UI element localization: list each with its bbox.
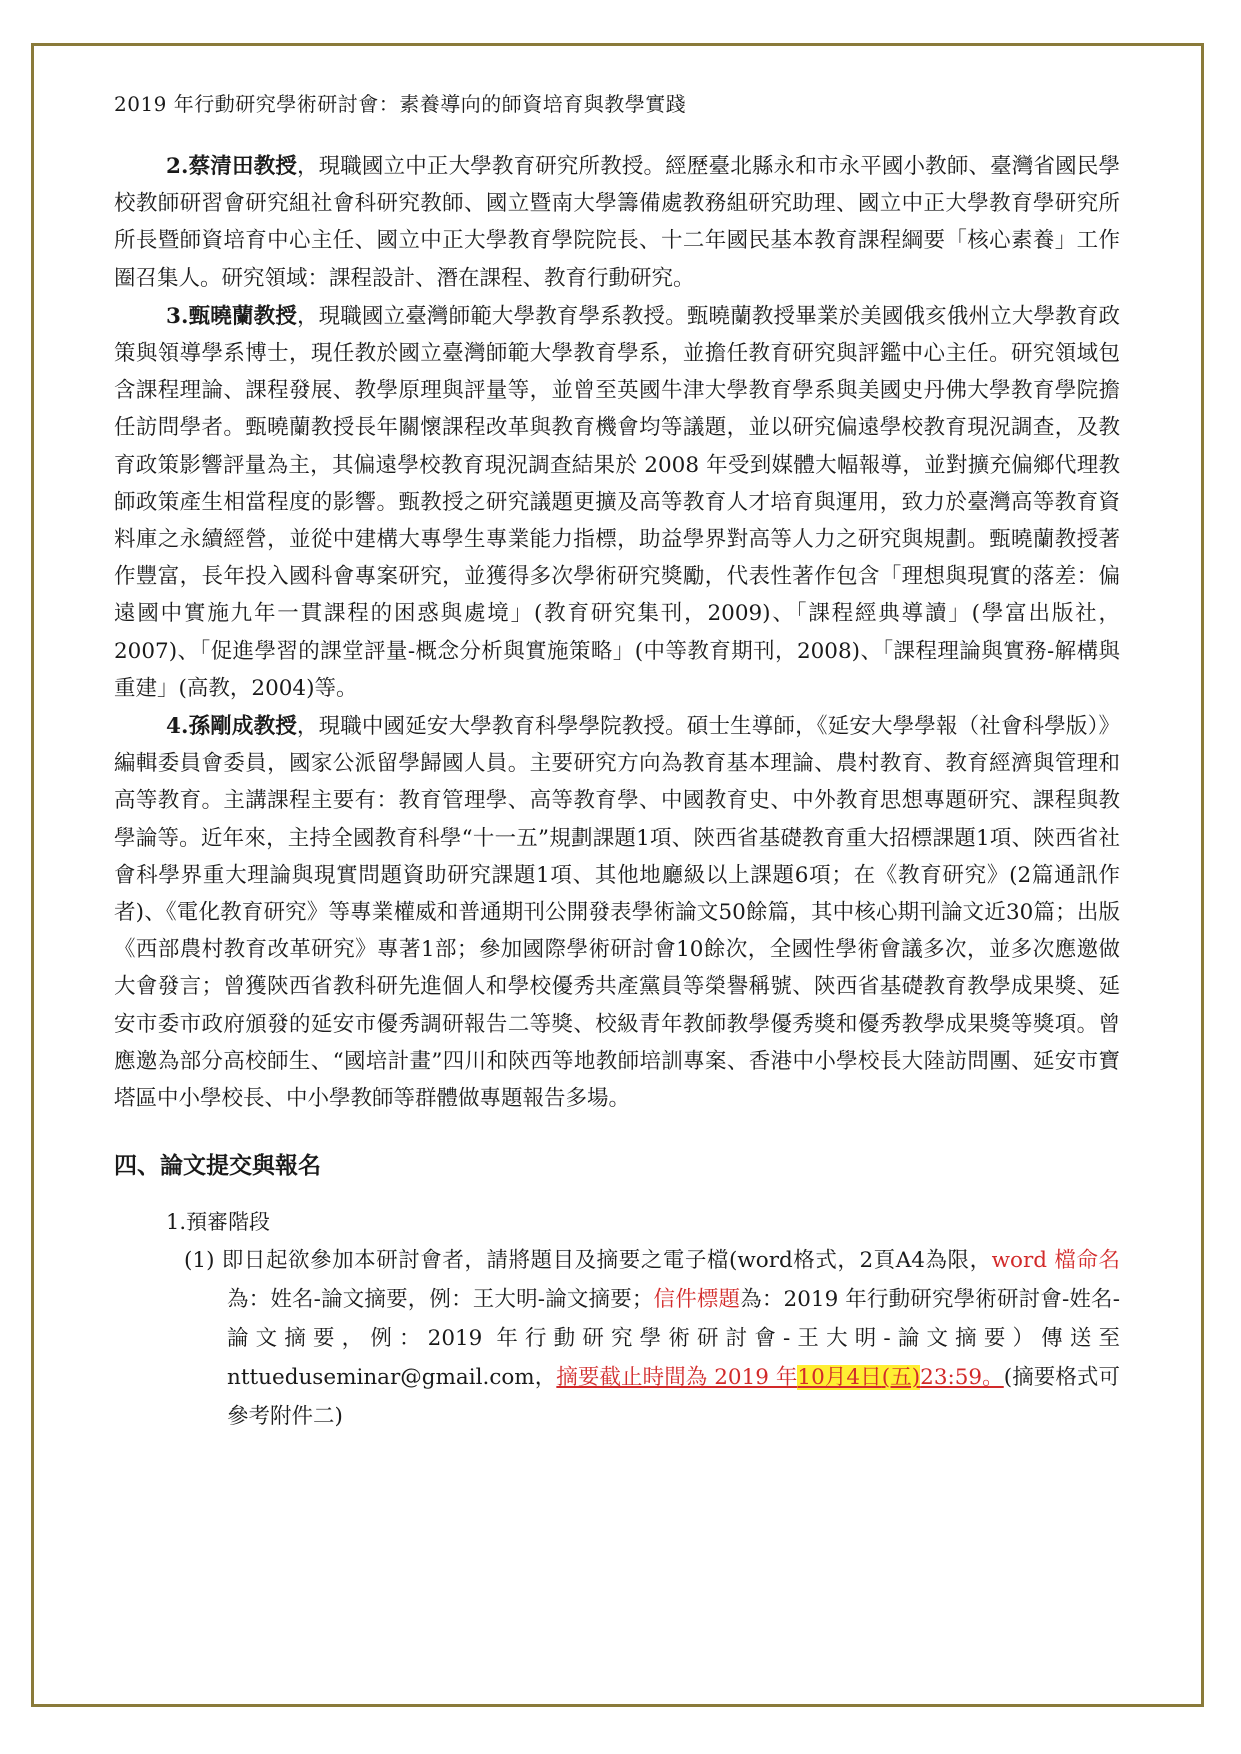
- deadline-weekday: (五): [881, 1365, 921, 1391]
- speaker-name: 2.蔡清田教授: [166, 154, 297, 179]
- section-heading: 四、論文提交與報名: [114, 1152, 321, 1180]
- speaker-bio-2: 2.蔡清田教授，現職國立中正大學教育研究所教授。經歷臺北縣永和市永平國小教師、臺灣省國民學校教師研習會研究組社會科研究教師、國立暨南大學籌備處教務組研究助理、國立中正大學教育學研究所所長暨師資培育中心主任、國立中正大學教育學院院長、十二年國民基本教育課程綱要「核心素養」工作圈召集人。研究領域：課程設計、潛在課程、教育行動研究。: [114, 154, 1120, 291]
- deadline-text: 摘要截止時間為 2019 年: [556, 1365, 798, 1391]
- document-body: [114, 148, 1120, 1436]
- submission-instruction: (1) 即日起欲參加本研討會者，請將題目及摘要之電子檔(word格式，2頁A4為限，word 檔命名為：姓名-論文摘要，例：王大明-論文摘要；信件標題為：2019 年行動研究學術研討會-姓名-論文摘要，例：2019 年行動研究學術研討會-王大明-論文摘要）傳送至 nttueduseminar@gmail.com，摘要截止時間為 2019 年10月4日(五)23:59。(摘要格式可參考附件二): [184, 1248, 1120, 1430]
- deadline-date: 10月4日: [797, 1365, 882, 1391]
- speaker-bio-3: 3.甄曉蘭教授，現職國立臺灣師範大學教育學系教授。甄曉蘭教授畢業於美國俄亥俄州立大學教育政策與領導學系博士，現任教於國立臺灣師範大學教育學系，並擔任教育研究與評鑑中心主任。研究領域包含課程理論、課程發展、教學原理與評量等，並曾至英國牛津大學教育學系與美國史丹佛大學教育學院擔任訪問學者。甄曉蘭教授長年關懷課程改革與教育機會均等議題，並以研究偏遠學校教育現況調查，及教育政策影響評量為主，其偏遠學校教育現況調查結果於 2008 年受到媒體大幅報導，並對擴充偏鄉代理教師政策產生相當程度的影響。甄教授之研究議題更擴及高等教育人才培育與運用，致力於臺灣高等教育資料庫之永續經營，並從中建構大專學生專業能力指標，助益學界對高等人力之研究與規劃。甄曉蘭教授著作豐富，長年投入國科會專案研究，並獲得多次學術研究獎勵，代表性著作包含「理想與現實的落差：偏遠國中實施九年一貫課程的困惑與處境」(教育研究集刊，2009)、「課程經典導讀」(學富出版社，2007)、「促進學習的課堂評量-概念分析與實施策略」(中等教育期刊，2008)、「課程理論與實務-解構與重建」(高教，2004)等。: [114, 303, 1120, 701]
- subject-rule: 信件標題: [653, 1287, 741, 1313]
- speaker-bio-4: 4.孫剛成教授，現職中國延安大學教育科學學院教授。碩士生導師，《延安大學學報（社會科學版）》編輯委員會委員，國家公派留學歸國人員。主要研究方向為教育基本理論、農村教育、教育經濟與管理和高等教育。主講課程主要有：教育管理學、高等教育學、中國教育史、中外教育思想專題研究、課程與教學論等。近年來，主持全國教育科學“十一五”規劃課題1項、陝西省基礎教育重大招標課題1項、陝西省社會科學界重大理論與現實問題資助研究課題1項、其他地廳級以上課題6項；在《教育研究》(2篇通訊作者)、《電化教育研究》等專業權威和普通期刊公開發表學術論文50餘篇，其中核心期刊論文近30篇；出版《西部農村教育改革研究》專著1部；參加國際學術研討會10餘次，全國性學術會議多次，並多次應邀做大會發言；曾獲陝西省教科研先進個人和學校優秀共產黨員等榮譽稱號、陝西省基礎教育教學成果獎、延安市委市政府頒發的延安市優秀調研報告二等獎、校級青年教師教學優秀獎和優秀教學成果獎等獎項。曾應邀為部分高校師生、“國培計畫”四川和陝西等地教師培訓專案、香港中小學校長大陸訪問團、延安市寶塔區中小學校長、中小學教師等群體做專題報告多場。: [114, 714, 1120, 1112]
- filename-rule: word 檔命名: [991, 1248, 1120, 1274]
- stage-heading: 1.預審階段: [166, 1210, 271, 1235]
- page-header: 2019 年行動研究學術研討會：素養導向的師資培育與教學實踐: [114, 92, 687, 116]
- speaker-name: 3.甄曉蘭教授: [166, 303, 297, 329]
- speaker-name: 4.孫剛成教授: [166, 714, 297, 740]
- deadline-time: 23:59。: [920, 1365, 1004, 1391]
